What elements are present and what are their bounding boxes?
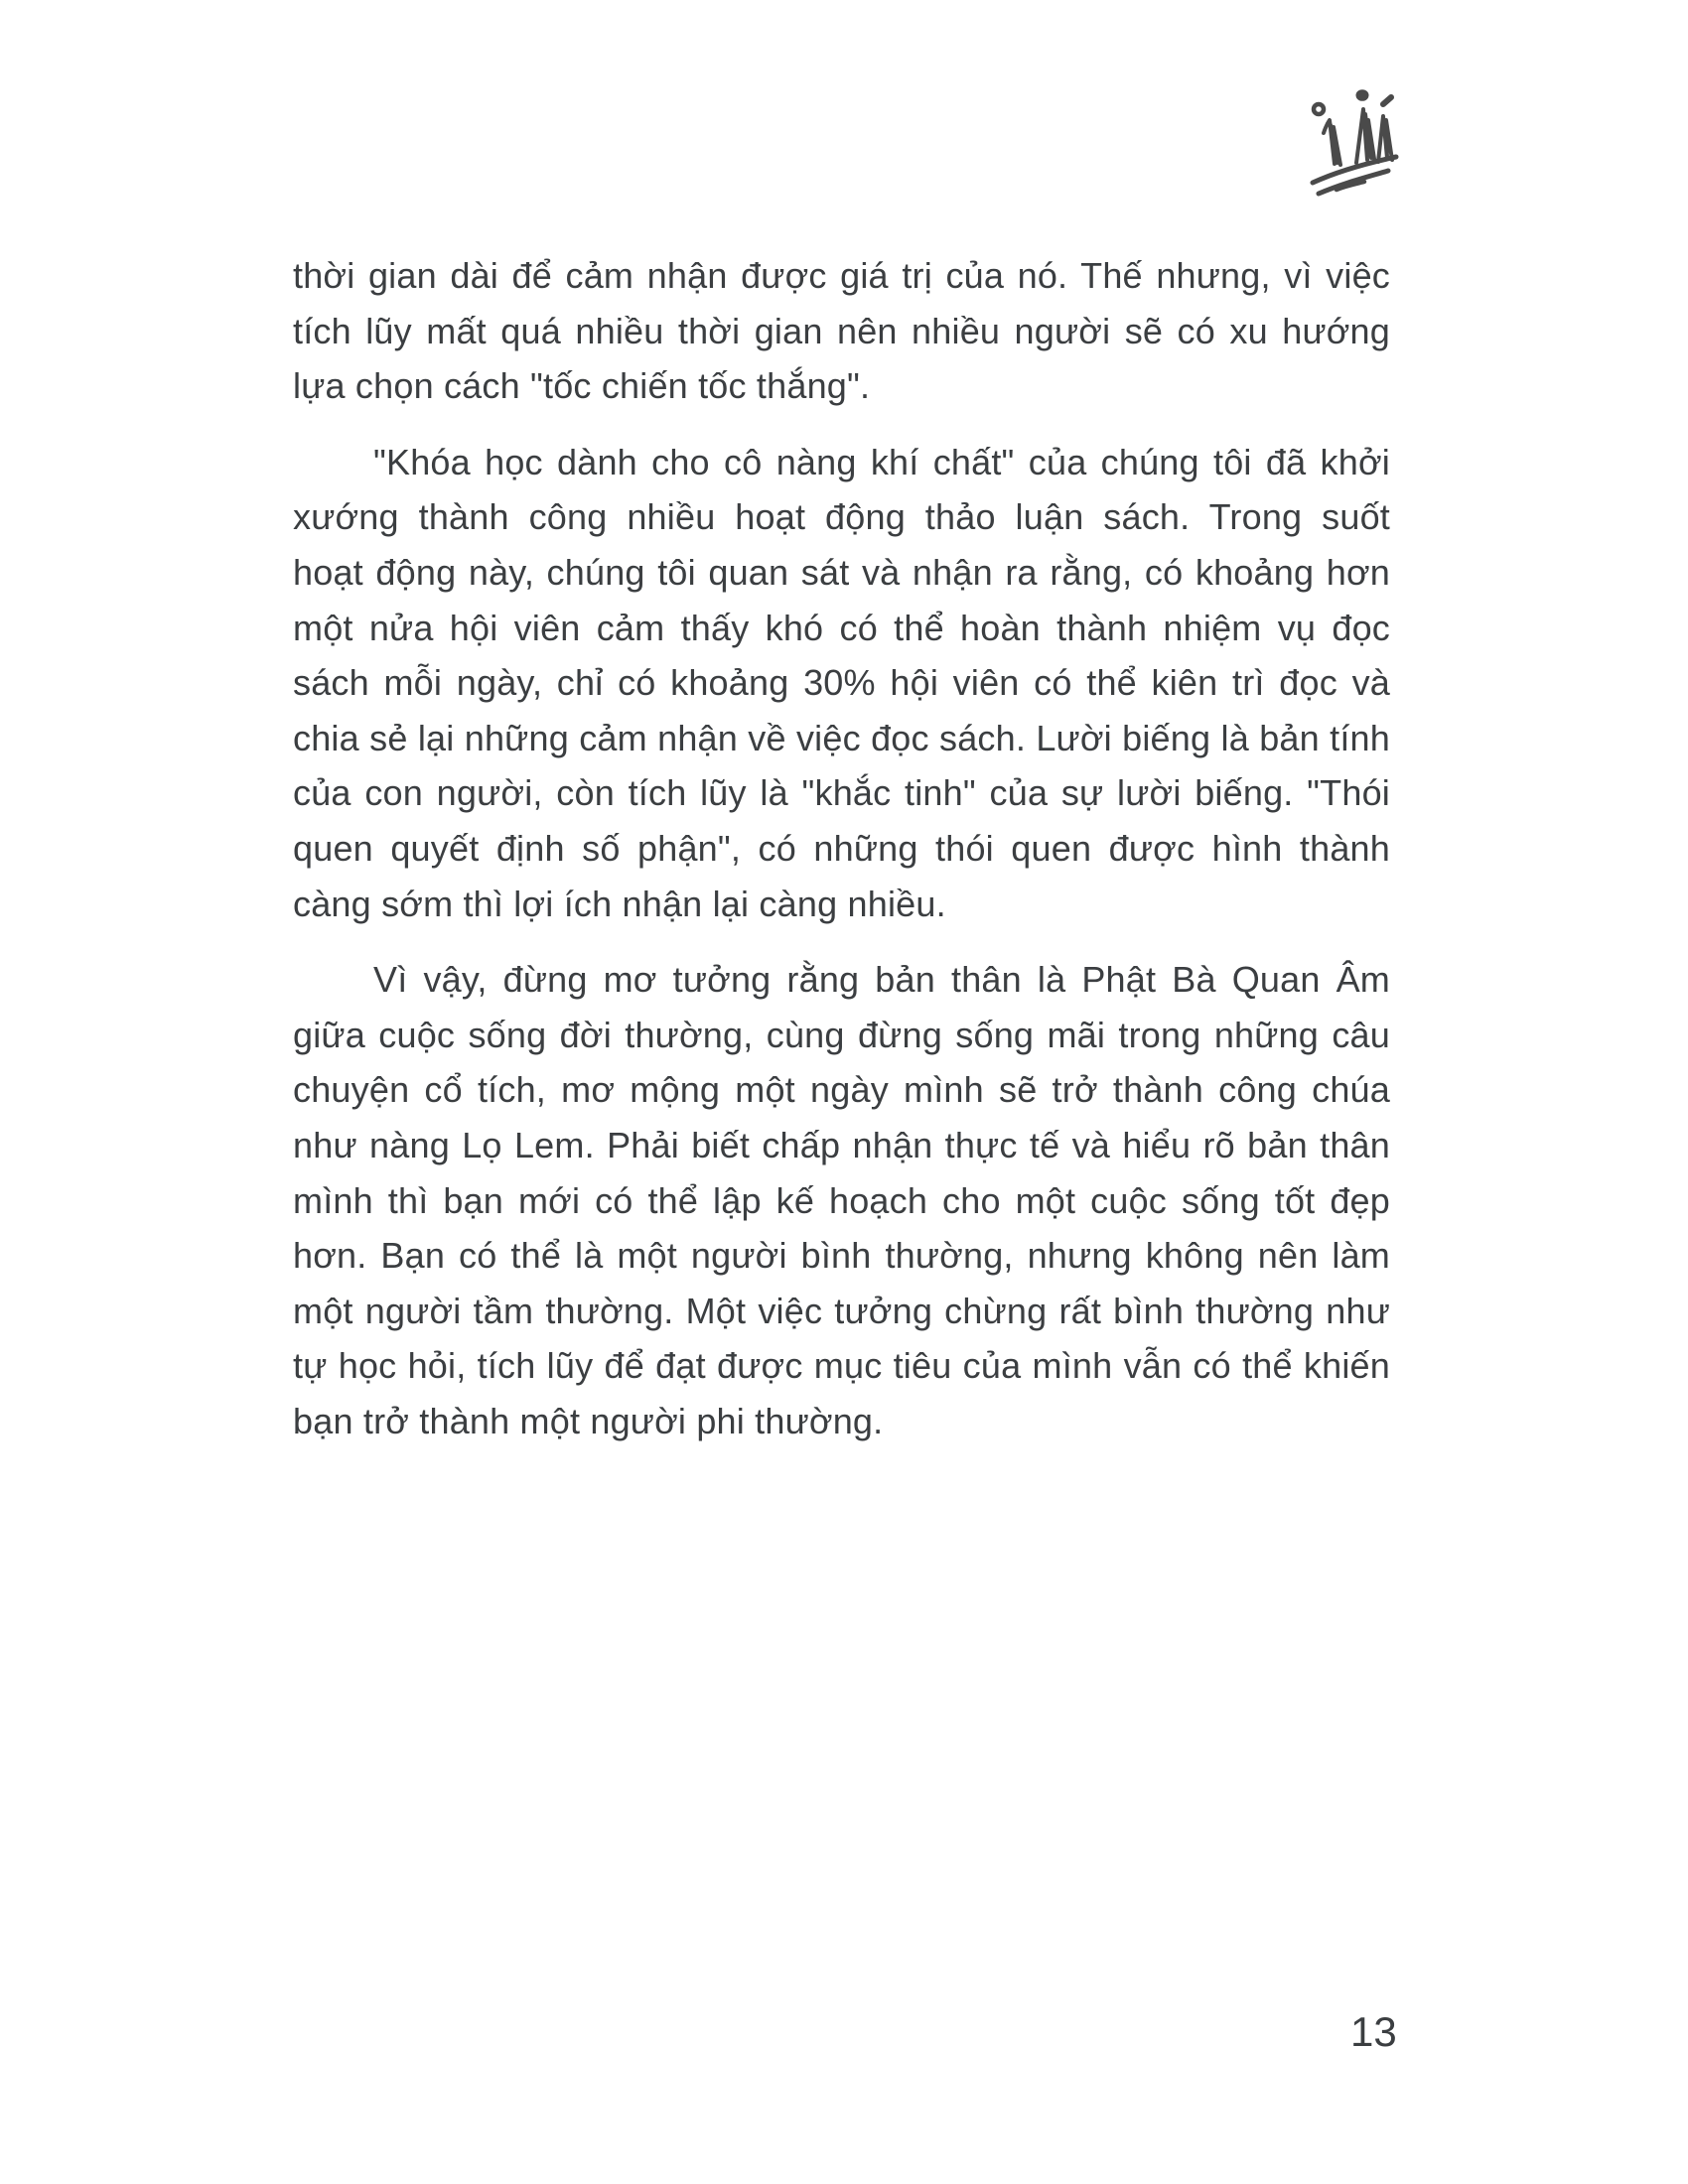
text-line: thời gian dài để cảm nhận được giá trị của nó. Thế nhưng, vì việc: [293, 255, 1390, 296]
text-line: chia sẻ lại những cảm nhận về việc đọc sách. Lười biếng là bản tính: [293, 717, 1390, 758]
text-line: hoạt động này, chúng tôi quan sát và nhận ra rằng, có khoảng hơn: [293, 551, 1390, 593]
text-line: như nàng Lọ Lem. Phải biết chấp nhận thực tế và hiểu rõ bản thân: [293, 1124, 1390, 1165]
body-text: [293, 248, 1390, 1448]
paragraph: [293, 248, 1390, 414]
text-line: quen quyết định số phận", có những thói quen được hình thành: [293, 827, 1390, 869]
text-line: tích lũy mất quá nhiều thời gian nên nhiều người sẽ có xu hướng: [293, 310, 1390, 351]
text-line: một nửa hội viên cảm thấy khó có thể hoàn thành nhiệm vụ đọc: [293, 607, 1390, 648]
text-line: của con người, còn tích lũy là "khắc tinh" của sự lười biếng. "Thói: [293, 772, 1390, 814]
text-line: xướng thành công nhiều hoạt động thảo luận sách. Trong suốt: [293, 496, 1390, 538]
text-line: mình thì bạn mới có thể lập kế hoạch cho một cuộc sống tốt đẹp: [293, 1179, 1390, 1221]
text-line: càng sớm thì lợi ích nhận lại càng nhiều.: [293, 883, 946, 924]
text-line: bạn trở thành một người phi thường.: [293, 1400, 884, 1441]
text-line: một người tầm thường. Một việc tưởng chừng rất bình thường như: [293, 1290, 1390, 1331]
paragraph: [293, 952, 1390, 1448]
text-line: tự học hỏi, tích lũy để đạt được mục tiêu của mình vẫn có thể khiến: [293, 1345, 1390, 1387]
text-line: Vì vậy, đừng mơ tưởng rằng bản thân là Phật Bà Quan Âm: [373, 959, 1390, 1001]
text-line: chuyện cổ tích, mơ mộng một ngày mình sẽ trở thành công chúa: [293, 1069, 1390, 1111]
text-line: sách mỗi ngày, chỉ có khoảng 30% hội viên có thể kiên trì đọc và: [293, 662, 1390, 704]
text-line: "Khóa học dành cho cô nàng khí chất" của chúng tôi đã khởi: [373, 441, 1390, 482]
text-line: lựa chọn cách "tốc chiến tốc thắng".: [293, 365, 871, 407]
paragraph: [293, 435, 1390, 931]
text-line: hơn. Bạn có thể là một người bình thường, nhưng không nên làm: [293, 1235, 1390, 1277]
crown-doodle-icon: [1307, 87, 1402, 201]
page-number: 13: [1350, 2008, 1397, 2055]
text-line: giữa cuộc sống đời thường, cùng đừng sống mãi trong những câu: [293, 1014, 1390, 1055]
